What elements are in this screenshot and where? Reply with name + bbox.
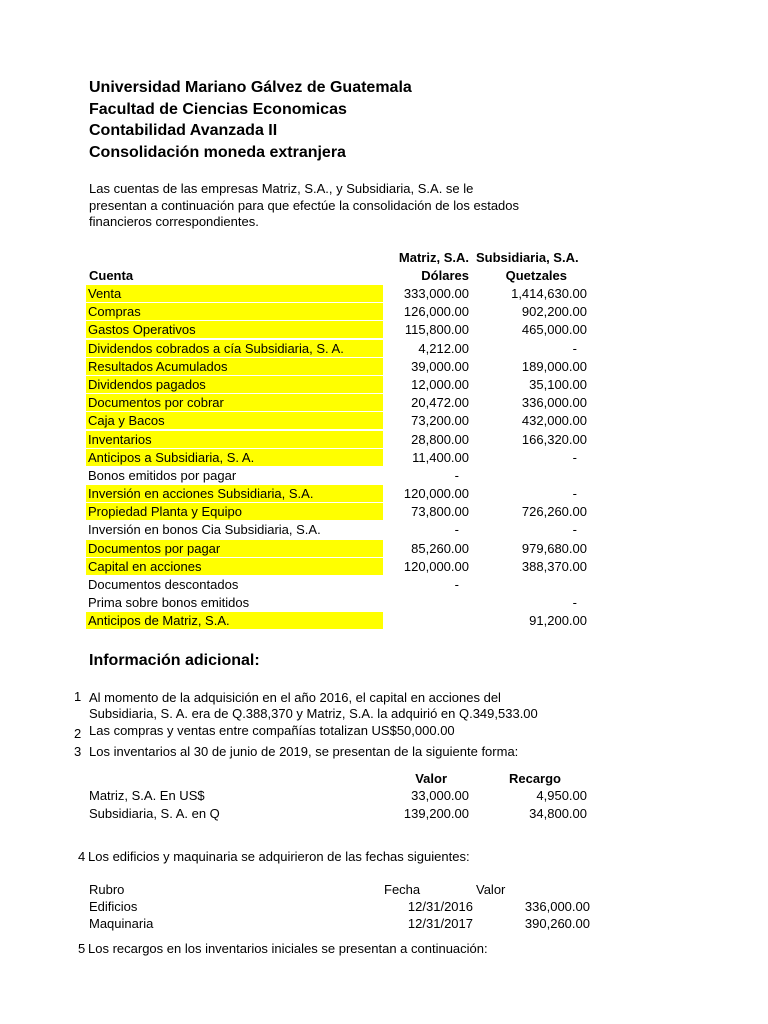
note-number: 4: [78, 849, 86, 864]
col-matriz-currency: Dólares: [421, 268, 469, 283]
note-1-line1: Al momento de la adquisición en el año 2016, el capital en acciones del: [89, 690, 501, 705]
intro-line: presentan a continuación para que efectúe la consolidación de los estados: [89, 197, 520, 213]
account-name: Documentos descontados: [88, 577, 239, 592]
table-row: [0, 521, 768, 539]
subsidiaria-value: 336,000.00: [521, 395, 587, 411]
matriz-value: -: [454, 522, 459, 538]
account-name: Compras: [86, 303, 383, 320]
subsidiaria-value: 465,000.00: [521, 322, 587, 338]
subsidiaria-value: -: [572, 486, 577, 502]
subsidiaria-value: 388,370.00: [521, 558, 587, 574]
subsidiaria-value: 166,320.00: [521, 431, 587, 447]
table-row: [0, 321, 768, 339]
subsidiaria-value: 91,200.00: [529, 613, 587, 629]
table-row: [0, 449, 768, 467]
topic-title: Consolidación moneda extranjera: [89, 143, 346, 161]
inv-row-label: Matriz, S.A. En US$: [89, 788, 205, 803]
table-row: [0, 503, 768, 521]
university-title: Universidad Mariano Gálvez de Guatemala: [89, 79, 412, 96]
intro-line: Las cuentas de las empresas Matriz, S.A., y Subsidiaria, S.A. se le: [89, 181, 474, 196]
subsidiaria-value: 726,260.00: [521, 504, 587, 520]
note-3-text: Los inventarios al 30 de junio de 2019, se presentan de la siguiente forma:: [89, 744, 519, 759]
table-row: [0, 412, 768, 430]
subsidiaria-value: 432,000.00: [521, 413, 587, 429]
subsidiaria-value: 35,100.00: [529, 376, 587, 392]
matriz-value: -: [454, 467, 459, 483]
table-row: [0, 467, 768, 485]
subsidiaria-value: 1,414,630.00: [511, 286, 587, 301]
account-name: Capital en acciones: [86, 558, 383, 575]
col-sub-currency: Quetzales: [505, 268, 567, 283]
faculty-title: Facultad de Ciencias Economicas: [89, 100, 347, 118]
account-name: Prima sobre bonos emitidos: [88, 595, 250, 611]
account-name: Propiedad Planta y Equipo: [86, 503, 383, 520]
intro-paragraph: [89, 181, 609, 231]
account-name: Documentos por cobrar: [86, 394, 383, 411]
table-row: [0, 594, 768, 612]
inv-row-valor: 139,200.00: [403, 806, 469, 821]
inv-col-valor: Valor: [415, 771, 447, 786]
subsidiaria-value: 902,200.00: [521, 304, 587, 320]
ed-row-rubro: Maquinaria: [89, 916, 154, 931]
matriz-value: 28,800.00: [411, 431, 469, 447]
matriz-value: 333,000.00: [403, 286, 469, 301]
table-row: [0, 303, 768, 321]
matriz-value: 11,400.00: [412, 449, 469, 465]
account-name: Dividendos cobrados a cía Subsidiaria, S. A.: [86, 340, 383, 357]
table-row: [0, 358, 768, 376]
ed-row-rubro: Edificios: [89, 899, 138, 914]
subsidiaria-value: -: [572, 449, 577, 465]
account-name: Anticipos de Matriz, S.A.: [86, 612, 383, 629]
note-4-text: Los edificios y maquinaria se adquirieron de las fechas siguientes:: [88, 849, 470, 864]
matriz-value: 120,000.00: [403, 558, 469, 574]
intro-line: financieros correspondientes.: [89, 214, 259, 229]
matriz-value: 20,472.00: [411, 395, 469, 411]
note-2-text: Las compras y ventas entre compañías totalizan US$50,000.00: [89, 723, 455, 738]
inv-col-recargo: Recargo: [508, 771, 561, 786]
matriz-value: 39,000.00: [411, 358, 469, 374]
account-name: Anticipos a Subsidiaria, S. A.: [86, 449, 383, 466]
matriz-value: -: [454, 577, 459, 592]
account-name: Gastos Operativos: [86, 321, 383, 338]
table-row: [0, 431, 768, 449]
ed-row-valor: 390,260.00: [524, 916, 590, 931]
col-sub-header: Subsidiaria, S.A.: [476, 250, 579, 265]
ed-row-fecha: 12/31/2017: [407, 916, 473, 931]
account-name: Bonos emitidos por pagar: [88, 467, 237, 483]
matriz-value: 126,000.00: [403, 304, 469, 320]
subsidiaria-value: 189,000.00: [521, 358, 587, 374]
subsidiaria-value: -: [572, 522, 577, 538]
account-name: Caja y Bacos: [86, 412, 383, 429]
note-5-text: Los recargos en los inventarios iniciales se presentan a continuación:: [88, 941, 488, 956]
account-name: Resultados Acumulados: [86, 358, 383, 375]
note-1-line2: Subsidiaria, S. A. era de Q.388,370 y Matriz, S.A. la adquirió en Q.349,533.00: [89, 706, 538, 721]
matriz-value: 120,000.00: [403, 486, 469, 502]
matriz-value: 4,212.00: [418, 340, 469, 356]
account-name: Inversión en bonos Cia Subsidiaria, S.A.: [88, 522, 321, 538]
note-number: 1: [74, 689, 82, 704]
table-row: [0, 558, 768, 576]
account-name: Dividendos pagados: [86, 376, 383, 393]
account-name: Inversión en acciones Subsidiaria, S.A.: [86, 485, 383, 502]
table-row: [0, 340, 768, 358]
matriz-value: 115,800.00: [404, 322, 469, 338]
table-row: [0, 540, 768, 558]
table-row: [0, 612, 768, 630]
matriz-value: 73,800.00: [411, 504, 469, 520]
note-number: 5: [78, 941, 86, 956]
note-number: 2: [74, 726, 82, 741]
matriz-value: 85,260.00: [411, 540, 469, 556]
subsidiaria-value: -: [572, 340, 577, 356]
inv-row-valor: 33,000.00: [411, 788, 469, 803]
document-titles: [89, 77, 412, 163]
subsidiaria-value: 979,680.00: [521, 540, 587, 556]
table-row: [0, 394, 768, 412]
account-name: Venta: [86, 285, 383, 302]
account-name: Inventarios: [86, 431, 383, 448]
ed-row-valor: 336,000.00: [524, 899, 590, 914]
accounts-table: [0, 285, 768, 631]
account-name: Documentos por pagar: [86, 540, 383, 557]
matriz-value: 12,000.00: [411, 376, 469, 392]
inv-row-recargo: 34,800.00: [529, 806, 587, 821]
ed-col-fecha: Fecha: [384, 882, 421, 897]
ed-col-rubro: Rubro: [89, 882, 125, 897]
table-row: [0, 285, 768, 303]
inv-row-label: Subsidiaria, S. A. en Q: [89, 806, 220, 821]
ed-col-valor: Valor: [476, 882, 506, 897]
table-row: [0, 485, 768, 503]
inv-row-recargo: 4,950.00: [536, 788, 587, 803]
col-account-header: Cuenta: [89, 268, 134, 283]
ed-row-fecha: 12/31/2016: [407, 899, 473, 914]
matriz-value: 73,200.00: [411, 413, 469, 429]
note-number: 3: [74, 744, 82, 759]
table-row: [0, 576, 768, 594]
course-title: Contabilidad Avanzada II: [89, 122, 278, 139]
table-row: [0, 376, 768, 394]
subsidiaria-value: -: [572, 595, 577, 611]
section-title: Información adicional:: [89, 652, 260, 669]
col-matriz-header: Matriz, S.A.: [398, 250, 469, 265]
